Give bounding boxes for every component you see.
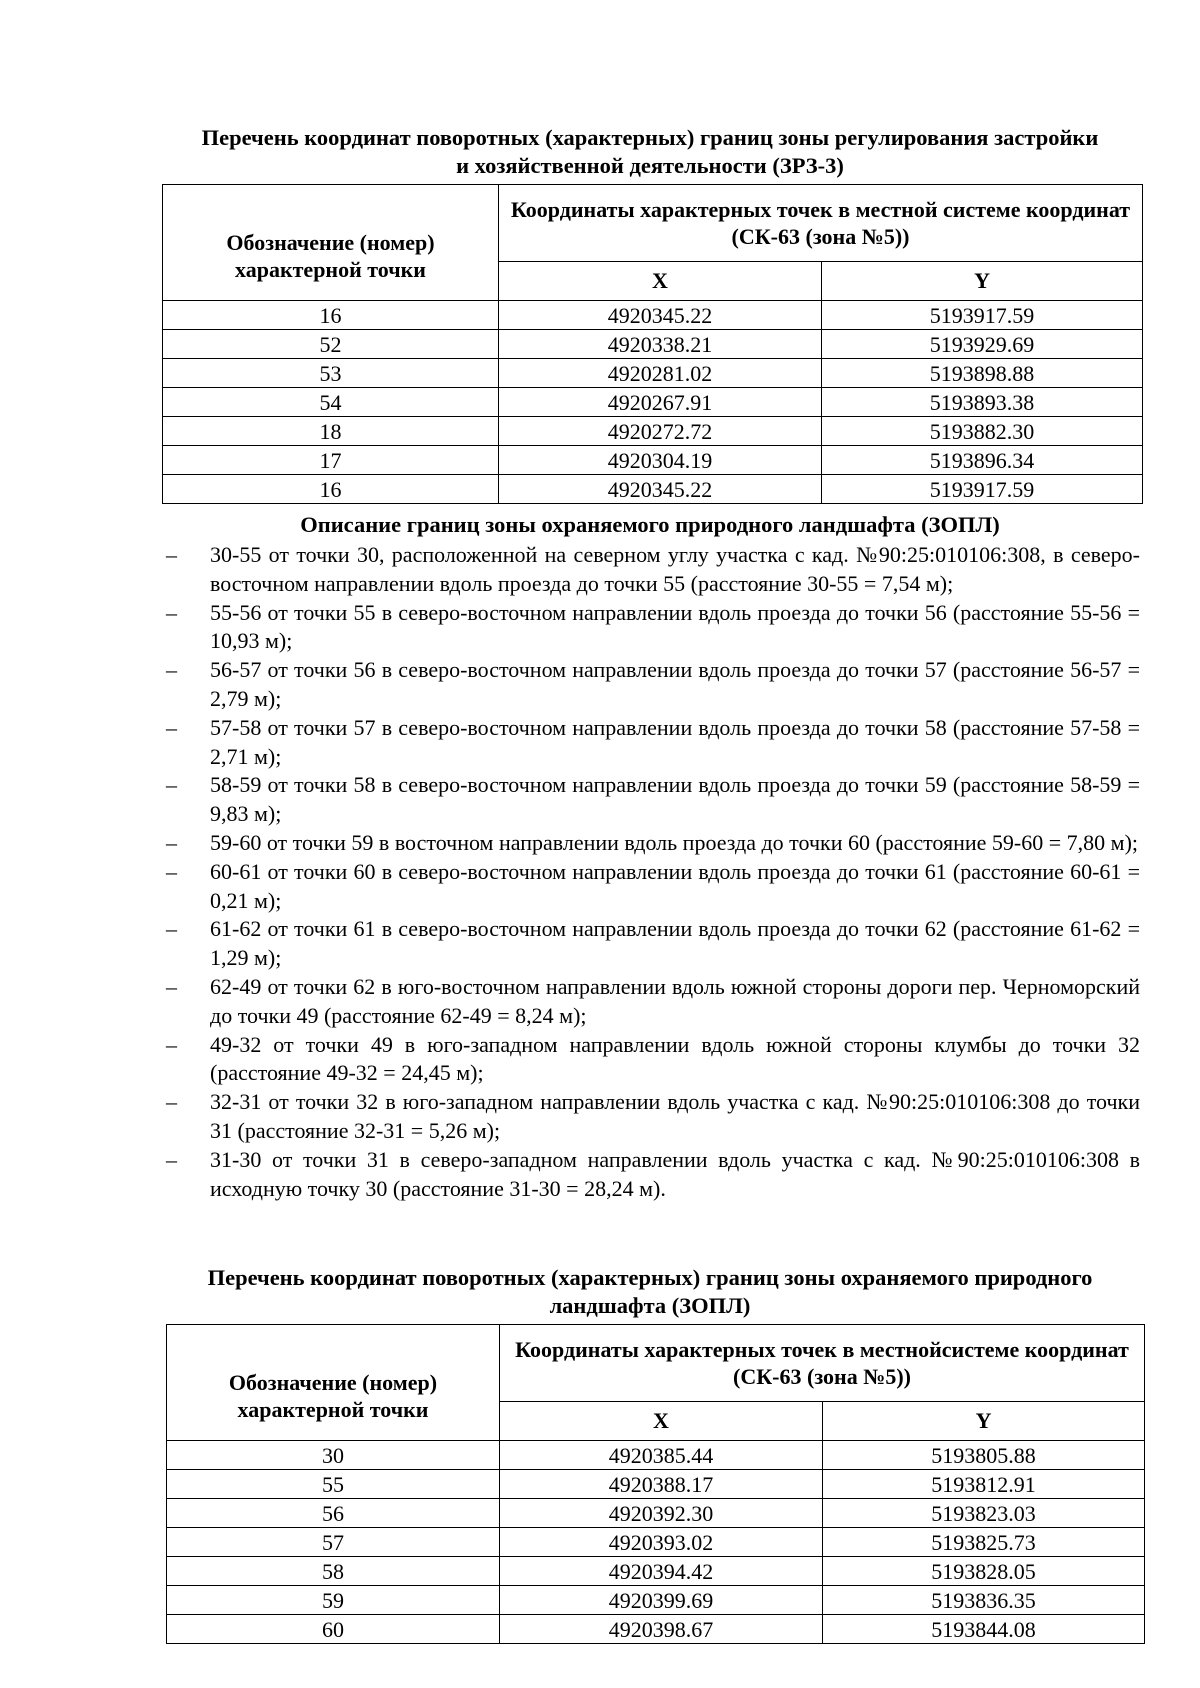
list-item-text: 62-49 от точки 62 в юго-восточном направлении вдоль южной стороны дороги пер. Черноморский до точки 49 (расстояние 62-49 = 8,24 м); — [210, 973, 1140, 1028]
dash-bullet: – — [166, 916, 177, 942]
list-item — [160, 858, 1140, 916]
x-coordinate-cell: 4920267.91 — [499, 388, 822, 417]
list-item-text: 58-59 от точки 58 в северо-восточном направлении вдоль проезда до точки 59 (расстояние 58-59 = 9,83 м); — [210, 772, 1140, 827]
list-item-text: 57-58 от точки 57 в северо-восточном направлении вдоль проезда до точки 58 (расстояние 57-58 = 2,71 м); — [210, 714, 1140, 769]
zopl-boundary-description-list — [160, 541, 1140, 1203]
point-number-cell: 52 — [163, 330, 499, 359]
point-number-header: Обозначение (номер) характерной точки — [163, 185, 499, 301]
point-number-cell: 57 — [167, 1528, 500, 1557]
x-coordinate-cell: 4920388.17 — [500, 1470, 823, 1499]
x-column-header: X — [500, 1401, 823, 1440]
coordinates-header: Координаты характерных точек в местной системе координат (СК-63 (зона №5)) — [499, 185, 1143, 262]
table-row — [167, 1499, 1145, 1528]
zopl-description-title-text: Описание границ зоны охраняемого природного ландшафта (ЗОПЛ) — [300, 512, 1000, 537]
list-item — [160, 771, 1140, 829]
list-item-text: 61-62 от точки 61 в северо-восточном направлении вдоль проезда до точки 62 (расстояние 61-62 = 1,29 м); — [210, 916, 1140, 971]
zopl-coordinates-table — [166, 1324, 1145, 1644]
dash-bullet: – — [166, 599, 177, 625]
zopl-title-line-2: ландшафта (ЗОПЛ) — [549, 1293, 751, 1318]
table-row — [163, 417, 1143, 446]
zopl-description-title — [160, 511, 1140, 539]
list-item — [160, 599, 1140, 657]
list-item-text: 30-55 от точки 30, расположенной на северном углу участка с кад. №90:25:010106:308, в северо-восточном направлении вдоль проезда до точки 55 (расстояние 30-55 = 7,54 м); — [210, 542, 1140, 596]
zrz3-title — [160, 124, 1140, 180]
list-item — [160, 714, 1140, 772]
dash-bullet: – — [166, 829, 177, 855]
y-coordinate-cell: 5193805.88 — [823, 1441, 1145, 1470]
table-row — [167, 1441, 1145, 1470]
dash-bullet: – — [166, 657, 177, 683]
x-coordinate-cell: 4920338.21 — [499, 330, 822, 359]
x-column-header: X — [499, 261, 822, 300]
zrz3-table-body — [163, 301, 1143, 504]
point-number-cell: 60 — [167, 1615, 500, 1644]
table-row — [163, 301, 1143, 330]
table-row — [167, 1557, 1145, 1586]
y-coordinate-cell: 5193836.35 — [823, 1586, 1145, 1615]
list-item-text: 56-57 от точки 56 в северо-восточном направлении вдоль проезда до точки 57 (расстояние 56-57 = 2,79 м); — [210, 657, 1140, 711]
y-coordinate-cell: 5193929.69 — [822, 330, 1143, 359]
list-item-text: 31-30 от точки 31 в северо-западном направлении вдоль участка с кад. №90:25:010106:308 в исходную точку 30 (расстояние 31-30 = 28,24 м). — [210, 1146, 1140, 1201]
table-row — [163, 446, 1143, 475]
list-item-text: 59-60 от точки 59 в восточном направлении вдоль проезда до точки 60 (расстояние 59-60 = 7,80 м); — [210, 829, 1139, 855]
list-item-text: 60-61 от точки 60 в северо-восточном направлении вдоль проезда до точки 61 (расстояние 60-61 = 0,21 м); — [210, 858, 1140, 913]
list-item — [160, 656, 1140, 714]
dash-bullet: – — [166, 714, 177, 740]
list-item — [160, 1146, 1140, 1204]
dash-bullet: – — [166, 1146, 177, 1172]
list-item-text: 49-32 от точки 49 в юго-западном направлении вдоль южной стороны клумбы до точки 32 (расстояние 49-32 = 24,45 м); — [210, 1031, 1140, 1086]
zrz3-title-line-2: и хозяйственной деятельности (ЗРЗ-3) — [456, 153, 844, 178]
dash-bullet: – — [166, 772, 177, 798]
table-row — [163, 330, 1143, 359]
point-number-header: Обозначение (номер) характерной точки — [167, 1325, 500, 1441]
y-column-header: Y — [823, 1401, 1145, 1440]
dash-bullet: – — [166, 973, 177, 999]
y-coordinate-cell: 5193844.08 — [823, 1615, 1145, 1644]
y-coordinate-cell: 5193893.38 — [822, 388, 1143, 417]
y-coordinate-cell: 5193898.88 — [822, 359, 1143, 388]
dash-bullet: – — [166, 858, 177, 884]
point-number-cell: 30 — [167, 1441, 500, 1470]
y-coordinate-cell: 5193917.59 — [822, 301, 1143, 330]
x-coordinate-cell: 4920304.19 — [499, 446, 822, 475]
point-number-cell: 59 — [167, 1586, 500, 1615]
zopl-title-line-1: Перечень координат поворотных (характерных) границ зоны охраняемого природного — [207, 1265, 1093, 1290]
y-coordinate-cell: 5193896.34 — [822, 446, 1143, 475]
list-item — [160, 915, 1140, 973]
point-number-cell: 16 — [163, 301, 499, 330]
table-row — [163, 475, 1143, 504]
x-coordinate-cell: 4920392.30 — [500, 1499, 823, 1528]
x-coordinate-cell: 4920385.44 — [500, 1441, 823, 1470]
zopl-table-body — [167, 1441, 1145, 1644]
x-coordinate-cell: 4920399.69 — [500, 1586, 823, 1615]
list-item — [160, 1031, 1140, 1089]
y-coordinate-cell: 5193823.03 — [823, 1499, 1145, 1528]
list-item-text: 55-56 от точки 55 в северо-восточном направлении вдоль проезда до точки 56 (расстояние 55-56 = 10,93 м); — [210, 599, 1140, 654]
list-item — [160, 829, 1140, 858]
list-item — [160, 973, 1140, 1031]
y-coordinate-cell: 5193828.05 — [823, 1557, 1145, 1586]
point-number-cell: 17 — [163, 446, 499, 475]
table-row — [167, 1528, 1145, 1557]
zrz3-coordinates-table — [162, 184, 1143, 504]
y-coordinate-cell: 5193812.91 — [823, 1470, 1145, 1499]
y-coordinate-cell: 5193825.73 — [823, 1528, 1145, 1557]
table-row — [163, 388, 1143, 417]
dash-bullet: – — [166, 1089, 177, 1115]
list-item — [160, 541, 1140, 599]
table-row — [167, 1470, 1145, 1499]
table-row — [163, 359, 1143, 388]
x-coordinate-cell: 4920281.02 — [499, 359, 822, 388]
table-row — [167, 1615, 1145, 1644]
x-coordinate-cell: 4920398.67 — [500, 1615, 823, 1644]
zrz3-title-line-1: Перечень координат поворотных (характерных) границ зоны регулирования застройки — [201, 125, 1099, 150]
point-number-cell: 54 — [163, 388, 499, 417]
point-number-cell: 18 — [163, 417, 499, 446]
y-column-header: Y — [822, 261, 1143, 300]
y-coordinate-cell: 5193917.59 — [822, 475, 1143, 504]
x-coordinate-cell: 4920272.72 — [499, 417, 822, 446]
x-coordinate-cell: 4920394.42 — [500, 1557, 823, 1586]
y-coordinate-cell: 5193882.30 — [822, 417, 1143, 446]
list-item — [160, 1088, 1140, 1146]
zopl-title — [160, 1264, 1140, 1320]
point-number-cell: 16 — [163, 475, 499, 504]
x-coordinate-cell: 4920345.22 — [499, 475, 822, 504]
dash-bullet: – — [166, 542, 177, 567]
x-coordinate-cell: 4920345.22 — [499, 301, 822, 330]
point-number-cell: 56 — [167, 1499, 500, 1528]
point-number-cell: 53 — [163, 359, 499, 388]
table-row — [167, 1586, 1145, 1615]
point-number-cell: 58 — [167, 1557, 500, 1586]
point-number-cell: 55 — [167, 1470, 500, 1499]
coordinates-header: Координаты характерных точек в местнойсистеме координат (СК-63 (зона №5)) — [500, 1325, 1145, 1402]
dash-bullet: – — [166, 1031, 177, 1057]
list-item-text: 32-31 от точки 32 в юго-западном направлении вдоль участка с кад. №90:25:010106:308 до точки 31 (расстояние 32-31 = 5,26 м); — [210, 1089, 1140, 1143]
x-coordinate-cell: 4920393.02 — [500, 1528, 823, 1557]
